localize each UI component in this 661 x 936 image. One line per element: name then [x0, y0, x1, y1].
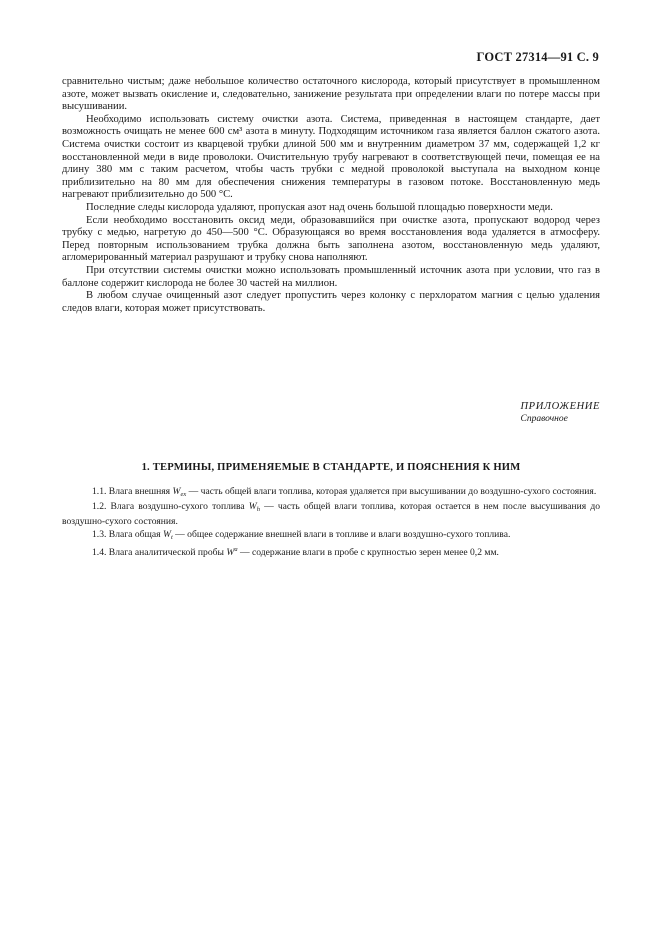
term-text: 1.1. Влага внешняя — [92, 486, 173, 497]
term-symbol — [163, 529, 173, 540]
term-item — [62, 486, 600, 501]
terms-list — [62, 486, 600, 559]
paragraph: В любом случае очищенный азот следует пропустить через колонку с перхлоратом магния с целью удаления следов влаги, которая может присутствовать. — [62, 290, 600, 314]
term-item — [62, 529, 600, 544]
paragraph: Последние следы кислорода удаляют, пропуская азот над очень большой площадью поверхности меди. — [86, 201, 553, 213]
term-symbol — [249, 501, 260, 512]
appendix-title: ПРИЛОЖЕНИЕ — [520, 401, 600, 412]
paragraph: При отсутствии системы очистки можно использовать промышленный источник азота при условии, что газ в баллоне содержит кислорода не более 30 частей на миллион. — [62, 264, 600, 289]
symbol-letter: W — [248, 501, 257, 513]
term-item — [62, 544, 600, 559]
symbol-letter: W — [226, 546, 235, 558]
symbol-subscript: t — [170, 533, 173, 541]
term-symbol — [173, 486, 187, 497]
symbol-letter: W — [172, 486, 181, 497]
term-text: 1.2. Влага воздушно-сухого топлива — [92, 501, 249, 513]
symbol-subscript: ex — [180, 491, 187, 498]
term-text: 1.4. Влага аналитической пробы — [92, 546, 227, 558]
page-header: ГОСТ 27314—91 С. 9 — [476, 50, 599, 64]
symbol-superscript: a — [234, 545, 238, 553]
symbol-letter: W — [162, 528, 171, 540]
paragraph: Если необходимо восстановить оксид меди, образовавшийся при очистке азота, пропускают водород через трубку с медью, нагретую до 450—500 °С. Образующаяся во время восстановления вода удаляется в атмосферу. Перед повторным использованием трубка должна быть заполнена азотом, восстановленную медь удаляют, агломерированный материал разрушают и трубку снова наполняют. — [62, 214, 600, 264]
term-definition: — содержание влаги в пробе с крупностью зерен менее 0,2 мм. — [237, 546, 499, 558]
paragraph: сравнительно чистым; даже небольшое количество остаточного кислорода, который присутствует в промышленном азоте, может вызвать окисление и, следовательно, занижение результата при определении влаги по потере массы при высушивании. — [62, 76, 600, 113]
term-definition: — часть общей влаги топлива, которая удаляется при высушивании до воздушно-сухого состояния. — [186, 486, 597, 497]
section-title: 1. ТЕРМИНЫ, ПРИМЕНЯЕМЫЕ В СТАНДАРТЕ, И ПОЯСНЕНИЯ К НИМ — [141, 462, 521, 473]
term-definition: — часть общей влаги топлива, которая остается в нем после высушивания до воздушно-сухого состояния. — [62, 501, 601, 528]
paragraph: Необходимо использовать систему очистки азота. Система, приведенная в настоящем стандарте, дает возможность очищать не менее 600 см³ азота в минуту. Подходящим источником газа является баллон сжатого азота. Система очистки состоит из кварцевой трубки длиной 500 мм и внутренним диаметром 37 мм, содержащей 1,2 кг восстановленной меди в виде проволоки. Очистительную трубу нагревают в соответствующей печи, помещая ее на длину 380 мм с таким расчетом, чтобы часть трубки с медной проволокой выступала на выходном конце приблизительно на 80 мм для обеспечения снижения температуры в газовом потоке. Восстановленную медь нагревают приблизительно до 500 °С. — [62, 113, 600, 201]
term-symbol — [226, 547, 237, 558]
appendix-subtitle: Справочное — [520, 414, 568, 424]
symbol-subscript: h — [256, 506, 261, 514]
appendix-label — [521, 400, 601, 426]
body-text — [62, 76, 600, 315]
term-item — [62, 501, 600, 528]
term-text: 1.3. Влага общая — [92, 528, 163, 540]
term-definition: — общее содержание внешней влаги в топливе и влаги воздушно-сухого топлива. — [172, 528, 511, 540]
